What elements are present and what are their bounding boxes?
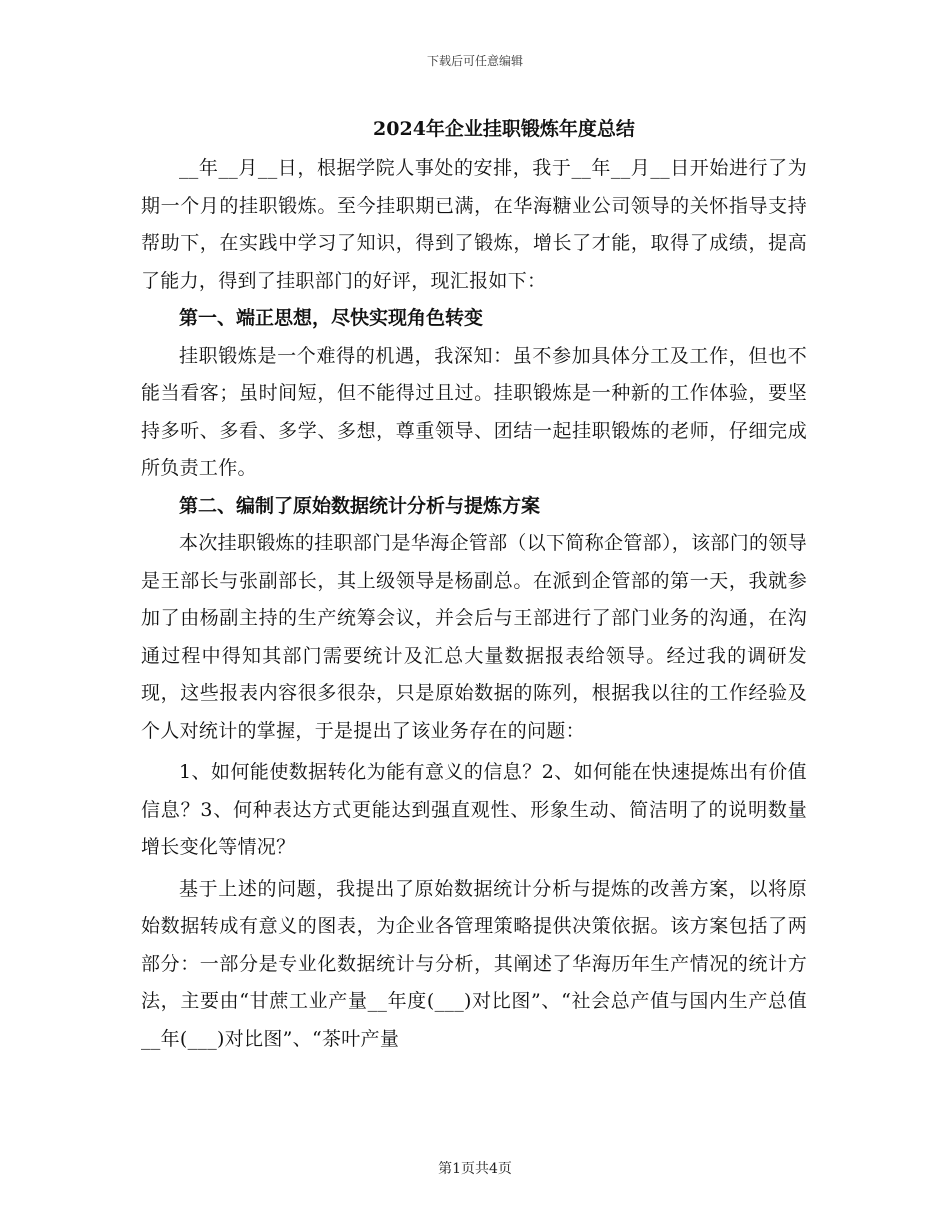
- page-number-footer: 第1页共4页: [438, 1161, 512, 1177]
- section-heading-2: 第二、编制了原始数据统计分析与提炼方案: [179, 494, 541, 517]
- page-header-note: 下载后可任意编辑: [426, 54, 523, 68]
- section-heading-1: 第一、端正思想，尽快实现角色转变: [179, 307, 484, 329]
- paragraph-proposal: 基于上述的问题，我提出了原始数据统计分析与提炼的改善方案，以将原始数据转成有意义的图表，为企业各管理策略提供决策依据。该方案包括了两部分：一部分是专业化数据统计与分析，其阐述了华海历年生产情况的统计方法，主要由“甘蔗工业产量__年度(___)对比图”、“社会总产值与国内生产总值__年(___)对比图”、“茶叶产量: [141, 877, 807, 1050]
- paragraph-section-2: 本次挂职锻炼的挂职部门是华海企管部（以下简称企管部），该部门的领导是王部长与张副部长，其上级领导是杨副总。在派到企管部的第一天，我就参加了由杨副主持的生产统筹会议，并会后与王部进行了部门业务的沟通，在沟通过程中得知其部门需要统计及汇总大量数据报表给领导。经过我的调研发现，这些报表内容很多很杂，只是原始数据的陈列，根据我以往的工作经验及个人对统计的掌握，于是提出了该业务存在的问题：: [141, 532, 807, 742]
- paragraph-intro: __年__月__日，根据学院人事处的安排，我于__年__月__日开始进行了为期一个月的挂职锻炼。至今挂职期已满，在华海糖业公司领导的关怀指导支持帮助下，在实践中学习了知识，得到了锻炼，增长了才能，取得了成绩，提高了能力，得到了挂职部门的好评，现汇报如下：: [141, 157, 807, 292]
- paragraph-section-1: 挂职锻炼是一个难得的机遇，我深知：虽不参加具体分工及工作，但也不能当看客；虽时间短，但不能得过且过。挂职锻炼是一种新的工作体验，要坚持多听、多看、多学、多想，尊重领导、团结一起挂职锻炼的老师，仔细完成所负责工作。: [141, 344, 807, 479]
- document-body: [141, 110, 807, 1058]
- document-title: 2024年企业挂职锻炼年度总结: [373, 118, 635, 140]
- paragraph-questions: 1、如何能使数据转化为能有意义的信息？2、如何能在快速提炼出有价值信息？3、何种表达方式更能达到强直观性、形象生动、简洁明了的说明数量增长变化等情况？: [141, 761, 807, 858]
